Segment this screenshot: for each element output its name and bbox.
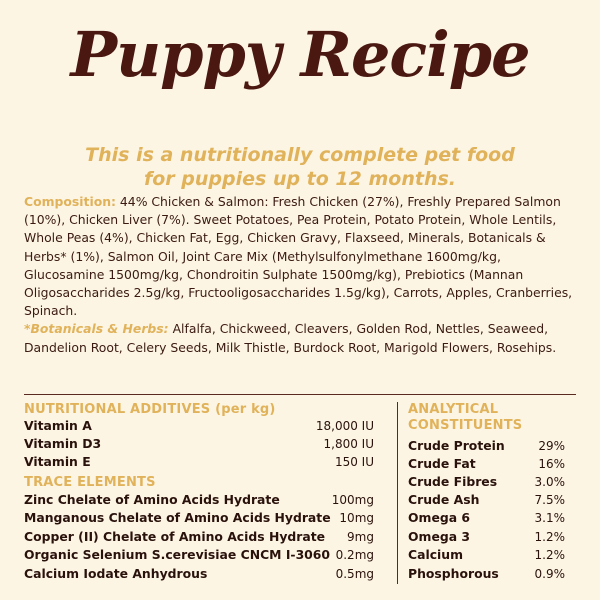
analytical-row-value: 7.5%: [534, 493, 565, 507]
analytical-row-name: Crude Fat: [408, 456, 476, 471]
botanicals-text: Alfalfa, Chickweed, Cleavers, Golden Rod, Nettles, Seaweed, Dandelion Root, Celery Seeds, Milk Thistle, Burdock Root, Marigold Flowers, Rosehips.: [24, 321, 557, 355]
section-divider: [24, 394, 576, 395]
analytical-row-name: Omega 6: [408, 510, 471, 525]
vitamin-row-name: Vitamin D3: [24, 436, 102, 451]
analytical-row-name: Calcium: [408, 547, 464, 562]
trace-row-name: Copper (II) Chelate of Amino Acids Hydrate: [24, 529, 326, 544]
page-title: Puppy Recipe: [70, 18, 530, 91]
trace-row-value: 0.5mg: [335, 567, 374, 581]
analytical-heading-line-2: CONSTITUENTS: [408, 418, 523, 433]
analytical-row-value: 1.2%: [534, 548, 565, 562]
analytical-row-name: Crude Protein: [408, 438, 505, 453]
trace-row-name: Organic Selenium S.cerevisiae CNCM I-3060: [24, 547, 331, 562]
vitamin-row-value: 1,800 IU: [323, 437, 374, 451]
analytical-row-value: 1.2%: [534, 530, 565, 544]
vitamin-row-value: 150 IU: [334, 455, 374, 469]
trace-row-value: 10mg: [339, 511, 374, 525]
additives-heading: NUTRITIONAL ADDITIVES (per kg): [24, 402, 276, 417]
trace-elements-heading: TRACE ELEMENTS: [24, 475, 156, 490]
column-divider: [397, 402, 398, 584]
trace-row-name: Manganous Chelate of Amino Acids Hydrate: [24, 510, 331, 525]
composition-block: [24, 193, 580, 357]
trace-row-value: 100mg: [331, 493, 374, 507]
subtitle-line-2: for puppies up to 12 months.: [143, 168, 456, 190]
vitamin-row-value: 18,000 IU: [315, 419, 374, 433]
botanicals-label: *Botanicals & Herbs:: [24, 321, 169, 337]
trace-row-name: Calcium Iodate Anhydrous: [24, 566, 208, 581]
composition-label: Composition:: [24, 194, 116, 209]
analytical-row-name: Crude Fibres: [408, 474, 498, 489]
analytical-row-value: 3.0%: [534, 475, 565, 489]
analytical-heading: [408, 402, 522, 434]
vitamin-row-name: Vitamin A: [24, 418, 92, 433]
trace-row-value: 9mg: [347, 530, 374, 544]
analytical-heading-line-1: ANALYTICAL: [408, 402, 499, 417]
composition-text: 44% Chicken & Salmon: Fresh Chicken (27%), Freshly Prepared Salmon (10%), Chicken Liver (7%). Sweet Potatoes, Pea Protein, Potato Protein, Whole Lentils, Whole Peas (4%), Chicken Fat, Egg, Chicken Gravy, Flaxseed, Minerals, Botanicals & Herbs* (1%), Salmon Oil, Joint Care Mix (Methylsulfonylmethane 1600mg/kg, Glucosamine 1500mg/kg, Chondroitin Sulphate 1500mg/kg), Prebiotics (Mannan Oligosaccharides 2.5g/kg, Fructooligosaccharides 1.5g/kg), Carrots, Apples, Cranberries, Spinach.: [24, 194, 573, 319]
analytical-row-name: Phosphorous: [408, 566, 499, 581]
analytical-row-value: 16%: [538, 457, 565, 471]
subtitle: [0, 143, 600, 191]
analytical-row-name: Crude Ash: [408, 492, 480, 507]
trace-row-name: Zinc Chelate of Amino Acids Hydrate: [24, 492, 280, 507]
analytical-row-value: 3.1%: [534, 511, 565, 525]
trace-row-value: 0.2mg: [335, 548, 374, 562]
analytical-row-value: 0.9%: [534, 567, 565, 581]
analytical-row-value: 29%: [538, 439, 565, 453]
subtitle-line-1: This is a nutritionally complete pet food: [85, 144, 515, 166]
vitamin-row-name: Vitamin E: [24, 454, 91, 469]
analytical-row-name: Omega 3: [408, 529, 471, 544]
